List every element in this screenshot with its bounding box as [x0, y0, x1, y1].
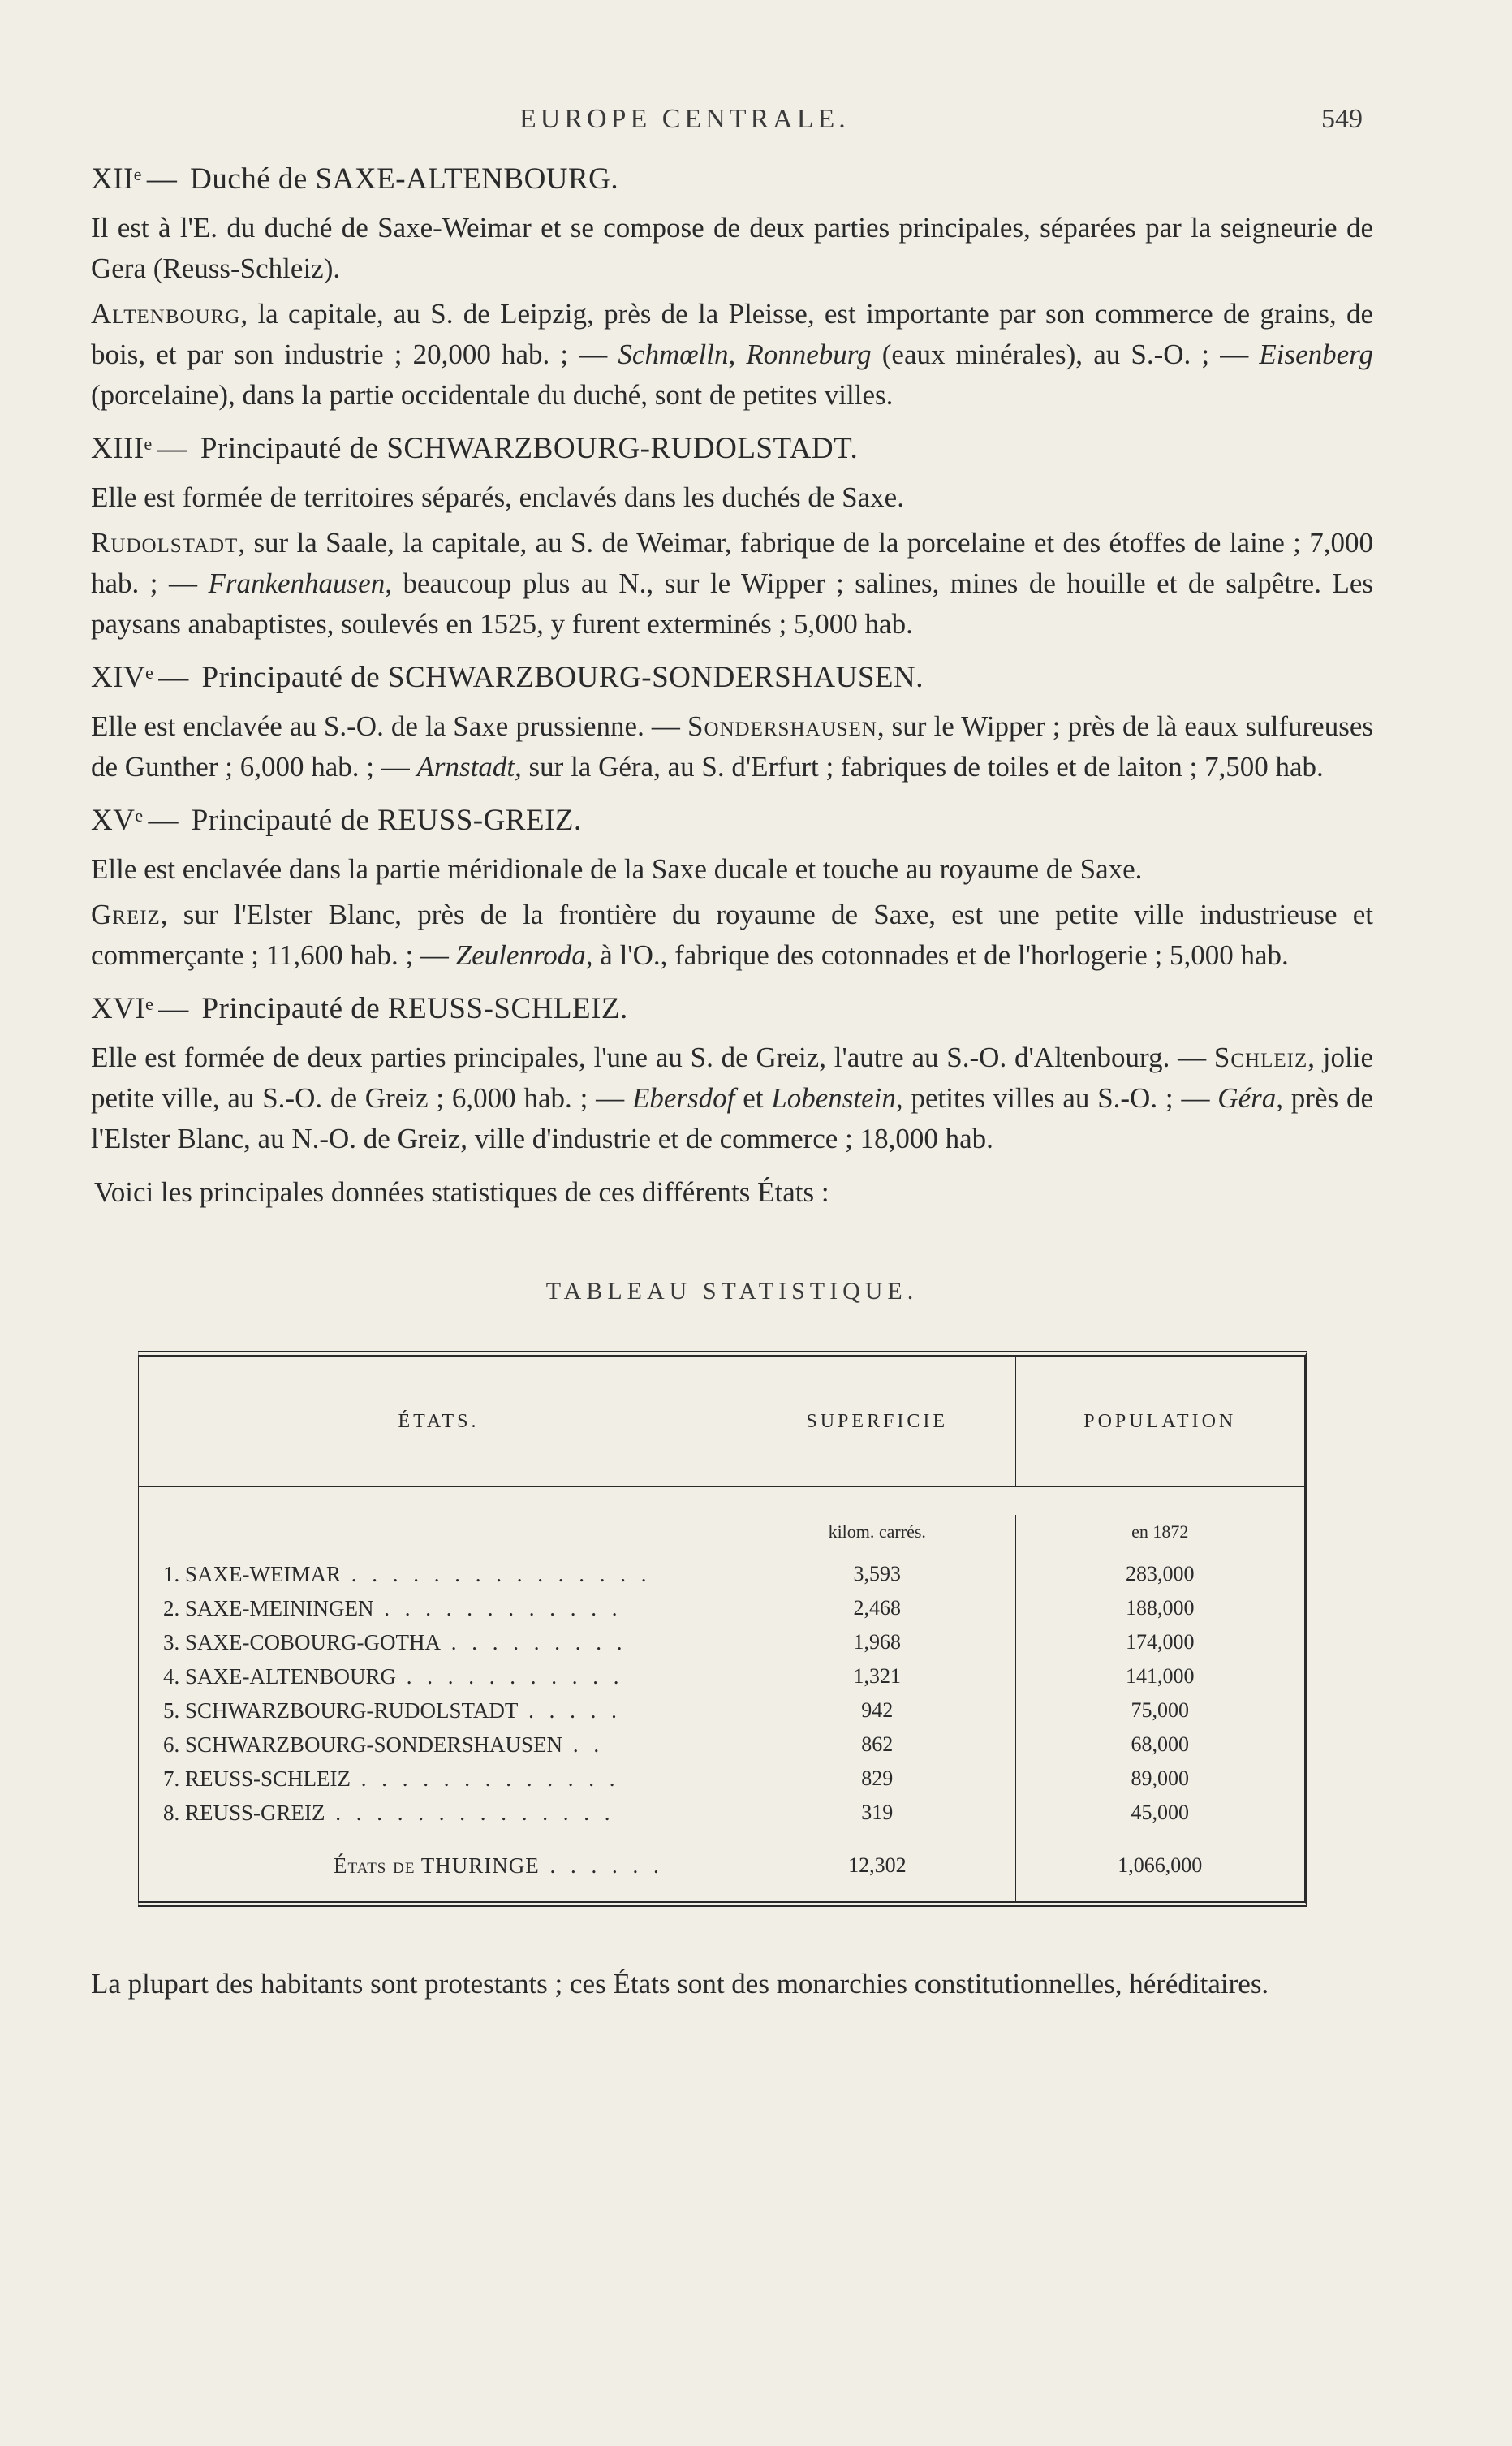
units-row [139, 1487, 1304, 1557]
row-area: 1,321 [739, 1659, 1015, 1693]
row-population: 89,000 [1015, 1762, 1305, 1796]
row-area: 942 [739, 1693, 1015, 1728]
row-area: 2,468 [739, 1591, 1015, 1625]
section-reuss-greiz [91, 800, 1373, 976]
row-state: 4. SAXE-ALTENBOURG [163, 1664, 397, 1689]
row-population: 68,000 [1015, 1728, 1305, 1762]
row-area: 319 [739, 1796, 1015, 1830]
row-area: 829 [739, 1762, 1015, 1796]
header-population: POPULATION [1015, 1357, 1305, 1486]
total-population: 1,066,000 [1015, 1830, 1304, 1901]
row-population: 45,000 [1015, 1796, 1305, 1830]
table-row: 1. SAXE-WEIMAR . . . . . . . . . . . . . . . 3,593 283,000 [139, 1557, 1304, 1591]
paragraph: Elle est enclavée dans la partie méridionale de la Saxe ducale et touche au royaume de Saxe. [91, 853, 1143, 885]
total-row: États de THURINGE . . . . . . 12,302 1,066,000 [139, 1830, 1304, 1901]
table-row: 6. SCHWARZBOURG-SONDERSHAUSEN . . 862 68,000 [139, 1728, 1304, 1762]
section-heading: XIIIᵉ — Principauté de SCHWARZBOURG-RUDOLSTADT. [91, 432, 859, 465]
table-row: 2. SAXE-MEININGEN . . . . . . . . . . . . 2,468 188,000 [139, 1591, 1304, 1625]
paragraph: Altenbourg, la capitale, au S. de Leipzig, près de la Pleisse, est importante par son commerce de grains, de bois, et par son industrie ; 20,000 hab. ; — Schmœlln, Ronneburg (eaux minérales), au S.-O. ; — Eisenberg (porcelaine), dans la partie occidentale du duché, sont de petites villes. [91, 298, 1373, 411]
row-population: 141,000 [1015, 1659, 1305, 1693]
table-row: 3. SAXE-COBOURG-GOTHA . . . . . . . . . 1,968 174,000 [139, 1625, 1304, 1659]
header-area: SUPERFICIE [739, 1357, 1015, 1486]
paragraph: Elle est formée de territoires séparés, enclavés dans les duchés de Saxe. [91, 481, 904, 513]
section-heading: XVIᵉ — Principauté de REUSS-SCHLEIZ. [91, 992, 628, 1025]
section-schwarzbourg-rudolstadt [91, 429, 1373, 645]
running-title: EUROPE CENTRALE. [519, 104, 850, 134]
row-area: 1,968 [739, 1625, 1015, 1659]
row-state: 8. REUSS-GREIZ [163, 1801, 325, 1825]
table-intro: Voici les principales données statistiques de ces différents États : [94, 1176, 829, 1208]
unit-area: kilom. carrés. [739, 1515, 1015, 1557]
section-heading: XVᵉ — Principauté de REUSS-GREIZ. [91, 804, 582, 837]
section-heading: XIVᵉ — Principauté de SCHWARZBOURG-SONDERSHAUSEN. [91, 661, 924, 694]
table-header-row [139, 1357, 1304, 1487]
section-saxe-altenbourg [91, 159, 1373, 416]
row-area: 3,593 [739, 1557, 1015, 1591]
row-area: 862 [739, 1728, 1015, 1762]
table-title: TABLEAU STATISTIQUE. [545, 1278, 919, 1305]
section-schwarzbourg-sondershausen [91, 658, 1373, 787]
row-population: 174,000 [1015, 1625, 1305, 1659]
header-states: ÉTATS. [398, 1411, 480, 1432]
section-reuss-schleiz [91, 989, 1373, 1159]
paragraph: Elle est enclavée au S.-O. de la Saxe prussienne. — Sondershausen, sur le Wipper ; près de là eaux sulfureuses de Gunther ; 6,000 hab. ; — Arnstadt, sur la Géra, au S. d'Erfurt ; fabriques de toiles et de laiton ; 7,500 hab. [91, 710, 1373, 783]
running-head [0, 104, 1512, 145]
row-state: 6. SCHWARZBOURG-SONDERSHAUSEN [163, 1732, 563, 1757]
row-state: 1. SAXE-WEIMAR [163, 1562, 341, 1586]
row-state: 7. REUSS-SCHLEIZ [163, 1767, 351, 1791]
paragraph: Rudolstadt, sur la Saale, la capitale, au S. de Weimar, fabrique de la porcelaine et des étoffes de laine ; 7,000 hab. ; — Frankenhausen, beaucoup plus au N., sur le Wipper ; salines, mines de houille et de salpêtre. Les paysans anabaptistes, soulevés en 1525, y furent exterminés ; 5,000 hab. [91, 527, 1373, 640]
row-population: 75,000 [1015, 1693, 1305, 1728]
table-row: 7. REUSS-SCHLEIZ . . . . . . . . . . . . . 829 89,000 [139, 1762, 1304, 1796]
table-row: 8. REUSS-GREIZ . . . . . . . . . . . . . . 319 45,000 [139, 1796, 1304, 1830]
total-label: États de THURINGE [334, 1853, 540, 1878]
table-body [139, 1487, 1304, 1901]
page-number: 549 [1321, 104, 1363, 134]
table-row: 4. SAXE-ALTENBOURG . . . . . . . . . . . 1,321 141,000 [139, 1659, 1304, 1693]
row-state: 5. SCHWARZBOURG-RUDOLSTADT [163, 1698, 519, 1723]
section-heading: XIIᵉ — Duché de SAXE-ALTENBOURG. [91, 162, 619, 196]
closing-paragraph: La plupart des habitants sont protestants ; ces États sont des monarchies constitutionnelles, héréditaires. [91, 1968, 1269, 2000]
table-row: 5. SCHWARZBOURG-RUDOLSTADT . . . . . 942 75,000 [139, 1693, 1304, 1728]
row-state: 2. SAXE-MEININGEN [163, 1596, 374, 1620]
row-state: 3. SAXE-COBOURG-GOTHA [163, 1630, 441, 1654]
row-population: 283,000 [1015, 1557, 1305, 1591]
paragraph: Greiz, sur l'Elster Blanc, près de la frontière du royaume de Saxe, est une petite ville industrieuse et commerçante ; 11,600 hab. ; — Zeulenroda, à l'O., fabrique des cotonnades et de l'horlogerie ; 5,000 hab. [91, 899, 1373, 971]
total-area: 12,302 [739, 1830, 1014, 1901]
body-text [91, 159, 1373, 2009]
paragraph: Elle est formée de deux parties principales, l'une au S. de Greiz, l'autre au S.-O. d'Altenbourg. — Schleiz, jolie petite ville, au S.-O. de Greiz ; 6,000 hab. ; — Ebersdof et Lobenstein, petites villes au S.-O. ; — Géra, près de l'Elster Blanc, au N.-O. de Greiz, ville d'industrie et de commerce ; 18,000 hab. [91, 1042, 1373, 1154]
row-population: 188,000 [1015, 1591, 1305, 1625]
unit-population: en 1872 [1015, 1515, 1305, 1557]
statistics-table [138, 1351, 1307, 1907]
paragraph: Il est à l'E. du duché de Saxe-Weimar et se compose de deux parties principales, séparées par la seigneurie de Gera (Reuss-Schleiz). [91, 212, 1373, 284]
